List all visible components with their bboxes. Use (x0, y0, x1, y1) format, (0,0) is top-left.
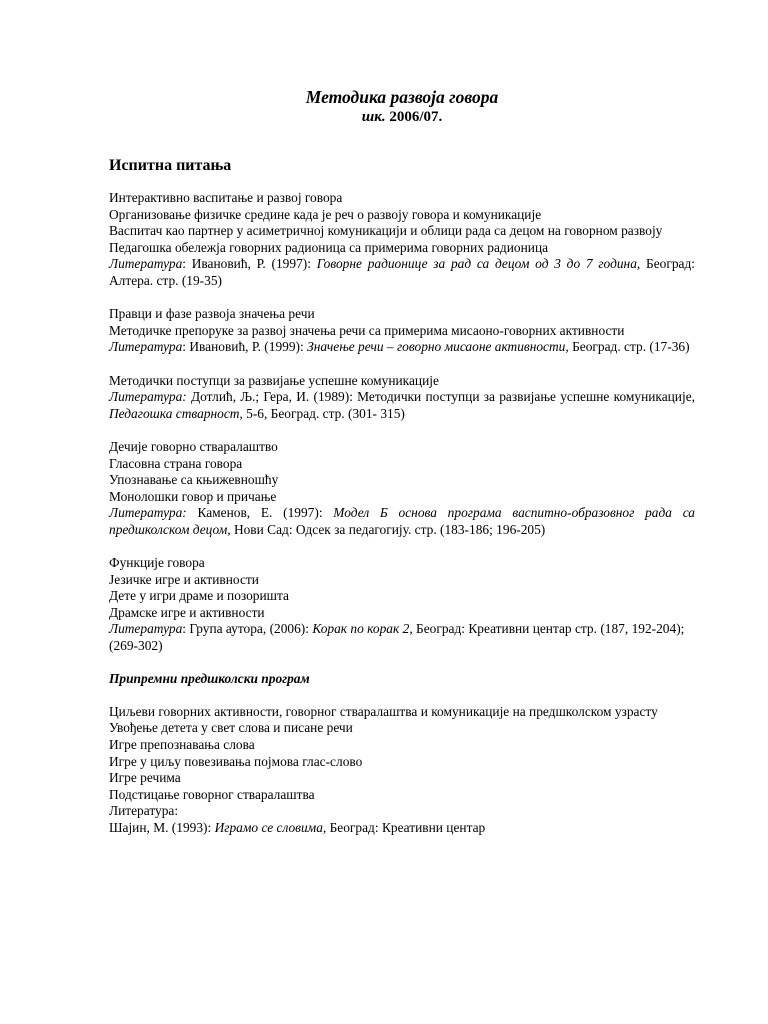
literature-reference (109, 820, 695, 837)
literature-publisher: , 5-6, Београд. стр. (301- 315) (239, 405, 405, 421)
question-line: Васпитач као партнер у асиметричној комуникацији и облици рада са децом на говорном развоју (109, 223, 663, 239)
literature-author: Каменов, Е. (1997): (186, 505, 334, 521)
question-line: Упознавање са књижевношћу (109, 472, 279, 488)
question-line: Игре у циљу повезивања појмова глас-слово (109, 753, 363, 769)
literature-label: Литература: (109, 505, 187, 521)
literature-publisher: , Београд: Креативни центар стр. (187, 192-204); (269-302) (109, 621, 685, 654)
question-line: Игре речима (109, 770, 181, 786)
literature-label: Литература: (109, 803, 179, 819)
document-title: Методика развоја говора (305, 87, 499, 107)
question-line: Језичке игре и активности (109, 571, 259, 587)
literature-publisher: Београд: Алтера. стр. (19-35) (109, 256, 695, 288)
literature-author: : Група аутора, (2006): (182, 621, 313, 637)
literature-title: Говорне радионице за рад са децом од 3 до 7 година, (316, 256, 641, 272)
literature-title: Корак по корак 2 (312, 621, 410, 637)
literature-title: Модел Б основа програма васпитно-образовног рада са предшколском децом (109, 505, 695, 537)
literature-author: Дотлић, Љ.; Гера, И. (1989): Методички поступци за развијање успешне комуникације, (186, 389, 695, 405)
literature-reference (109, 389, 695, 422)
literature-label: Литература (109, 621, 183, 637)
literature-publisher: Београд: Креативни центар (326, 819, 486, 835)
question-line: Драмске игре и активности (109, 604, 265, 620)
section-4 (109, 439, 695, 539)
preschool-program-heading: Припремни предшколски програм (109, 671, 310, 687)
question-line: Организовање физичке средине када је реч о развоју говора и комуникације (109, 206, 542, 222)
literature-reference (109, 505, 695, 538)
literature-label: Литература (109, 339, 183, 355)
literature-author: Шајин, М. (1993): (109, 819, 215, 835)
literature-author: : Ивановић, Р. (1997): (182, 256, 317, 272)
section-3 (109, 373, 695, 423)
literature-label: Литература: (109, 389, 187, 405)
literature-title: Педагошка стварност (109, 405, 240, 421)
literature-publisher: , Нови Сад: Одсек за педагогију. стр. (183-186; 196-205) (227, 521, 546, 537)
question-line: Гласовна страна говора (109, 455, 243, 471)
question-line: Монолошки говор и причање (109, 488, 277, 504)
literature-reference (109, 256, 695, 289)
exam-questions-heading: Испитна питања (109, 157, 232, 174)
school-year-value: 2006/07. (389, 109, 443, 125)
question-line: Увођење детета у свет слова и писане речи (109, 720, 353, 736)
literature-label: Литература (109, 256, 183, 272)
school-year (109, 108, 695, 126)
document-page (109, 86, 695, 853)
question-line: Циљеви говорних активности, говорног стваралаштва и комуникације на предшколском узрасту (109, 703, 658, 719)
literature-publisher: , Београд. стр. (17-36) (565, 339, 690, 355)
section-1 (109, 190, 695, 290)
question-line: Педагошка обележја говорних радионица са примерима говорних радионица (109, 239, 549, 255)
section-2 (109, 306, 695, 356)
question-line: Подстицање говорног стваралаштва (109, 786, 315, 802)
question-line: Методичке препоруке за развој значења речи са примерима мисаоно-говорних активности (109, 322, 625, 338)
question-line: Методички поступци за развијање успешне комуникације (109, 372, 439, 388)
question-line: Игре препознавања слова (109, 737, 255, 752)
question-line: Правци и фазе развоја значења речи (109, 306, 315, 322)
section-5 (109, 555, 695, 655)
school-year-prefix: шк. (361, 109, 386, 125)
literature-reference (109, 339, 695, 356)
literature-title: Значење речи – говорно мисаоне активности (307, 339, 566, 355)
literature-title: Играмо се словима, (214, 819, 327, 835)
question-line: Интерактивно васпитање и развој говора (109, 190, 343, 205)
literature-reference (109, 621, 695, 654)
question-line: Дете у игри драме и позоришта (109, 588, 289, 604)
question-line: Дечије говорно стваралаштво (109, 438, 278, 454)
question-line: Функције говора (109, 555, 205, 571)
section-6 (109, 704, 695, 837)
literature-author: : Ивановић, Р. (1999): (182, 339, 308, 355)
